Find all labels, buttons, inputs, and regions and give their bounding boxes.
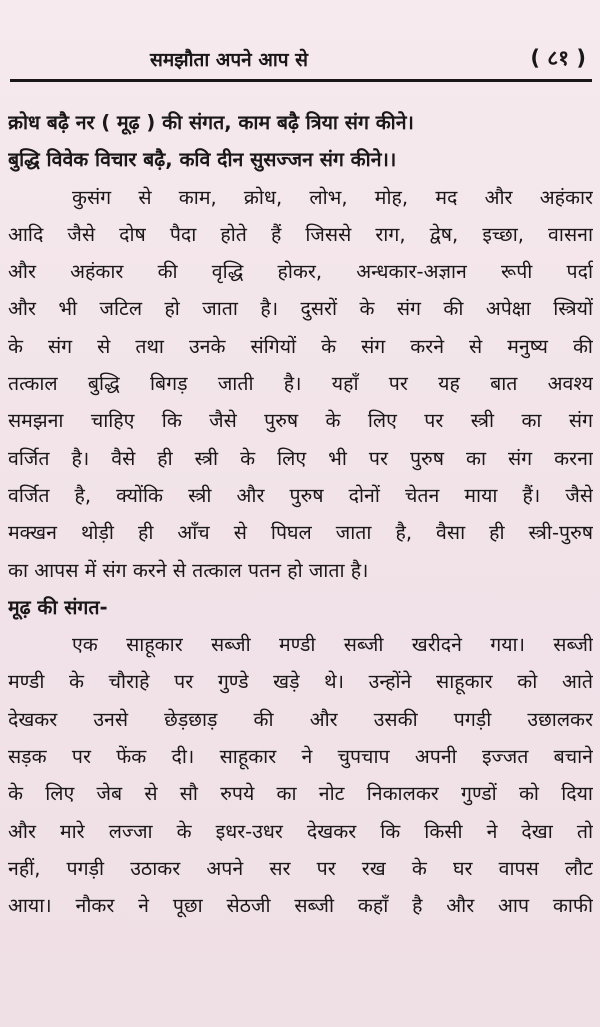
paragraph-line: आया। नौकर ने पूछा सेठजी सब्जी कहाँ है और आप काफी bbox=[8, 894, 593, 918]
paragraph-line: के संग से तथा उनके संगियों के संग करने से मनुष्य की bbox=[8, 334, 593, 358]
paragraph-line: तत्काल बुद्धि बिगड़ जाती है। यहाँ पर यह बात अवश्य bbox=[8, 372, 593, 396]
verse-line-2: बुद्धि विवेक विचार बढ़ै, कवि दीन सुसज्जन संग कीने।। bbox=[8, 148, 397, 172]
paragraph-line: आदि जैसे दोष पैदा होते हैं जिससे राग, द्वेष, इच्छा, वासना bbox=[8, 222, 593, 246]
running-title: समझौता अपने आप से bbox=[150, 49, 308, 71]
paragraph-line: कुसंग से काम, क्रोध, लोभ, मोह, मद और अहंकार bbox=[72, 185, 593, 209]
page-body bbox=[8, 104, 593, 925]
section-subheading: मूढ़ की संगत- bbox=[8, 595, 108, 619]
header-rule bbox=[10, 79, 592, 82]
paragraph-line: के लिए जेब से सौ रुपये का नोट निकालकर गुण्डों को दिया bbox=[8, 782, 593, 806]
paragraph-line: का आपस में संग करने से तत्काल पतन हो जाता है। bbox=[8, 558, 369, 582]
page-header bbox=[10, 38, 590, 78]
paragraph-line: मण्डी के चौराहे पर गुण्डे खड़े थे। उन्होंने साहूकार को आते bbox=[8, 670, 593, 694]
paragraph-line: वर्जित है, क्योंकि स्त्री और पुरुष दोनों चेतन माया हैं। जैसे bbox=[8, 483, 593, 507]
paragraph-line: नहीं, पगड़ी उठाकर अपने सर पर रख के घर वापस लौट bbox=[8, 856, 593, 880]
page-number: ( ८१ ) bbox=[530, 46, 586, 70]
paragraph-line: मक्खन थोड़ी ही आँच से पिघल जाता है, वैसा ही स्त्री-पुरुष bbox=[8, 521, 593, 545]
paragraph-line: समझना चाहिए कि जैसे पुरुष के लिए पर स्त्री का संग bbox=[8, 409, 593, 433]
paragraph-line: एक साहूकार सब्जी मण्डी सब्जी खरीदने गया। सब्जी bbox=[72, 633, 593, 657]
paragraph-line: वर्जित है। वैसे ही स्त्री के लिए भी पर पुरुष का संग करना bbox=[8, 446, 593, 470]
paragraph-line: और भी जटिल हो जाता है। दुसरों के संग की अपेक्षा स्त्रियों bbox=[8, 297, 593, 321]
verse-line-1: क्रोध बढ़ै नर ( मूढ़ ) की संगत, काम बढ़ै त्रिया संग कीने। bbox=[8, 111, 414, 134]
paragraph-line: देखकर उनसे छेड़छाड़ की और उसकी पगड़ी उछालकर bbox=[8, 707, 593, 731]
paragraph-line: सड़क पर फेंक दी। साहूकार ने चुपचाप अपनी इज्जत बचाने bbox=[8, 745, 593, 769]
paragraph-line: और अहंकार की वृद्धि होकर, अन्धकार-अज्ञान रूपी पर्दा bbox=[8, 260, 593, 284]
paragraph-line: और मारे लज्जा के इधर-उधर देखकर कि किसी ने देखा तो bbox=[8, 819, 593, 843]
